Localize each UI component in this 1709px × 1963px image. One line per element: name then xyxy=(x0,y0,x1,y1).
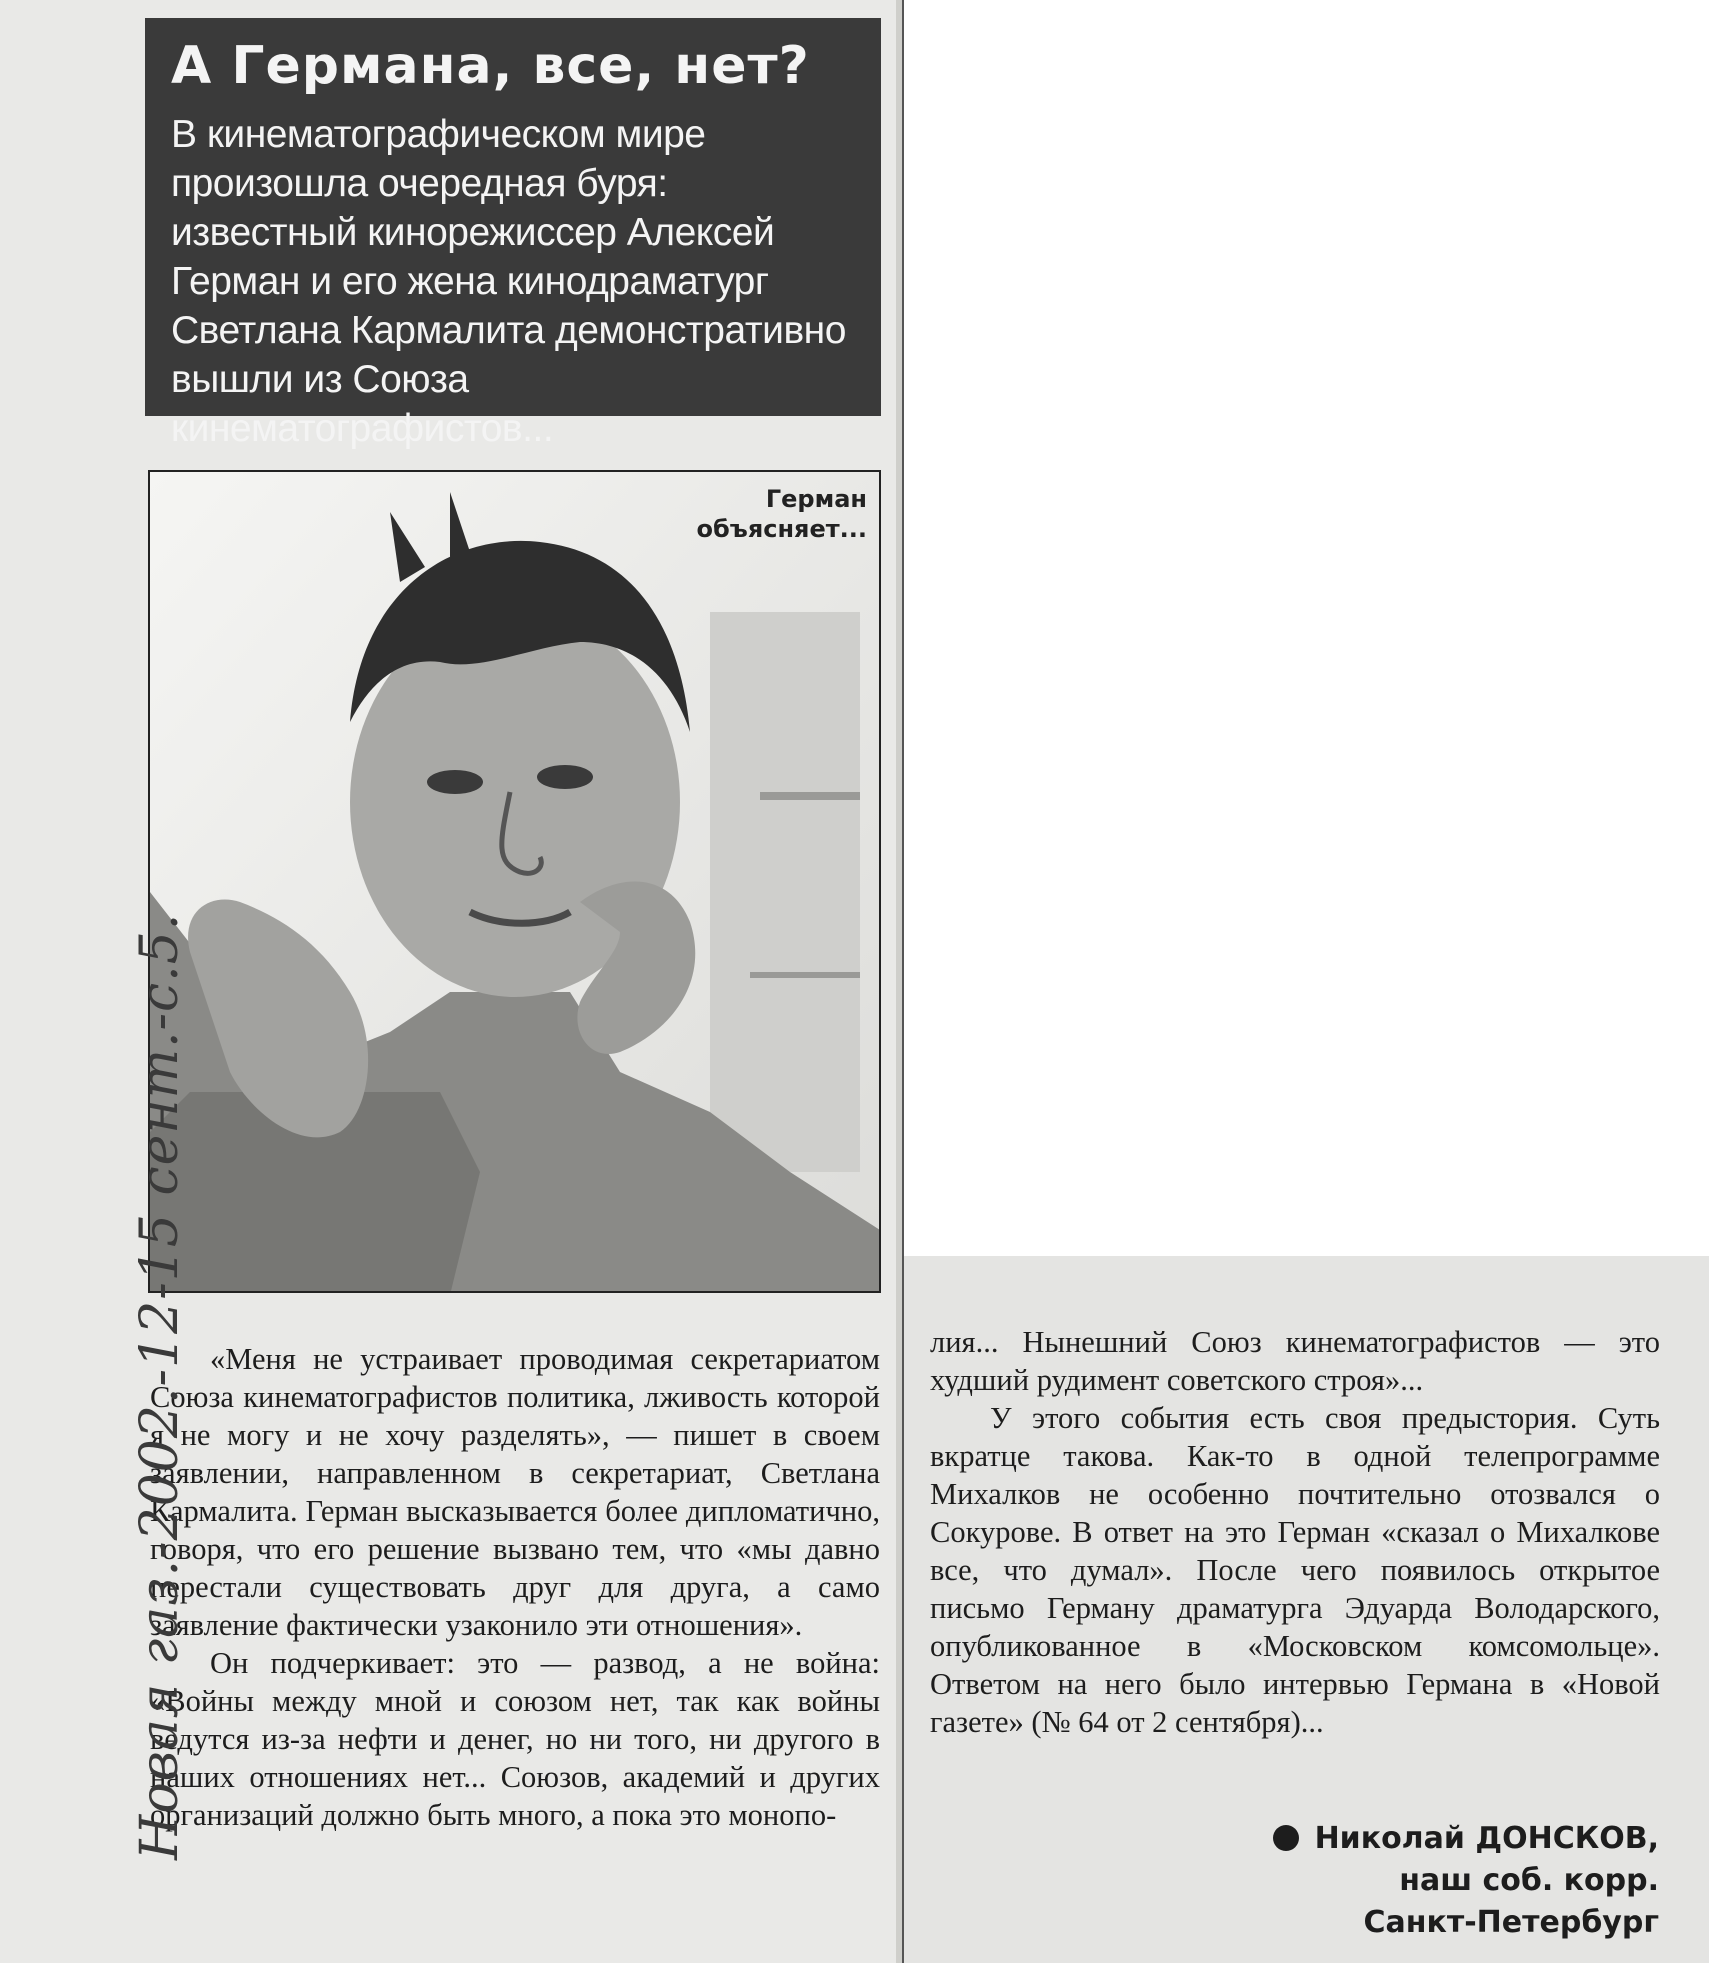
article-right-column xyxy=(930,1323,1660,1741)
author-position: наш соб. корр. xyxy=(1399,1863,1659,1898)
headline-box xyxy=(145,18,881,450)
photo-caption xyxy=(697,484,867,544)
article-paragraph: Он подчеркивает: это — развод, а не война: «Войны между мной и союзом нет, так как войны ведутся из-за нефти и денег, но ни того, ни другого в наших отношениях нет... Союзов, академий и других организаций должно быть много, а пока это монопо- xyxy=(150,1646,880,1832)
lead-paragraph: В кинематографическом мире произошла очередная буря: известный кинорежиссер Алексей Герман и его жена кинодраматург Светлана Кармалита демонстративно вышли из Союза кинематографистов... xyxy=(171,113,846,450)
photo-caption-line1: Герман xyxy=(765,485,867,513)
author-name: Николай ДОНСКОВ, xyxy=(1314,1821,1659,1856)
author-city: Санкт-Петербург xyxy=(1363,1905,1659,1940)
headline: А Германа, все, нет? xyxy=(171,36,810,96)
handwritten-source-note: Новая газ.-2002.-12-15 сент.-с.5. xyxy=(130,912,190,1860)
portrait-photo xyxy=(148,470,881,1293)
article-paragraph: «Меня не устраивает проводимая секретариатом Союза кинематографистов политика, лживость которой я не могу и не хочу разделять», — пишет в своем заявлении, направленном в секретариат, Светлана Кармалита. Герман высказывается более дипломатично, говоря, что его решение вызвано тем, что «мы давно перестали существовать друг для друга, а само заявление фактически узаконило эти отношения». xyxy=(150,1342,880,1642)
author-byline xyxy=(1273,1818,1659,1944)
article-paragraph: У этого события есть своя предыстория. Суть вкратце такова. Как-то в одной телепрограмме Михалков не особенно почтительно отозвался о Сокурове. В ответ на это Герман «сказал о Михалкове все, что думал». После чего появилось открытое письмо Герману драматурга Эдуарда Володарского, опубликованное в «Московском комсомольце». Ответом на него было интервью Германа в «Новой газете» (№ 64 от 2 сентября)... xyxy=(930,1401,1660,1739)
portrait-illustration xyxy=(150,472,881,1293)
bullet-icon xyxy=(1273,1825,1299,1851)
photo-caption-line2: объясняет... xyxy=(696,515,867,543)
article-left-column xyxy=(150,1340,880,1834)
article-paragraph: лия... Нынешний Союз кинематографистов — это худший рудимент советского строя»... xyxy=(930,1325,1660,1397)
clipping-fold-line xyxy=(896,0,904,1963)
